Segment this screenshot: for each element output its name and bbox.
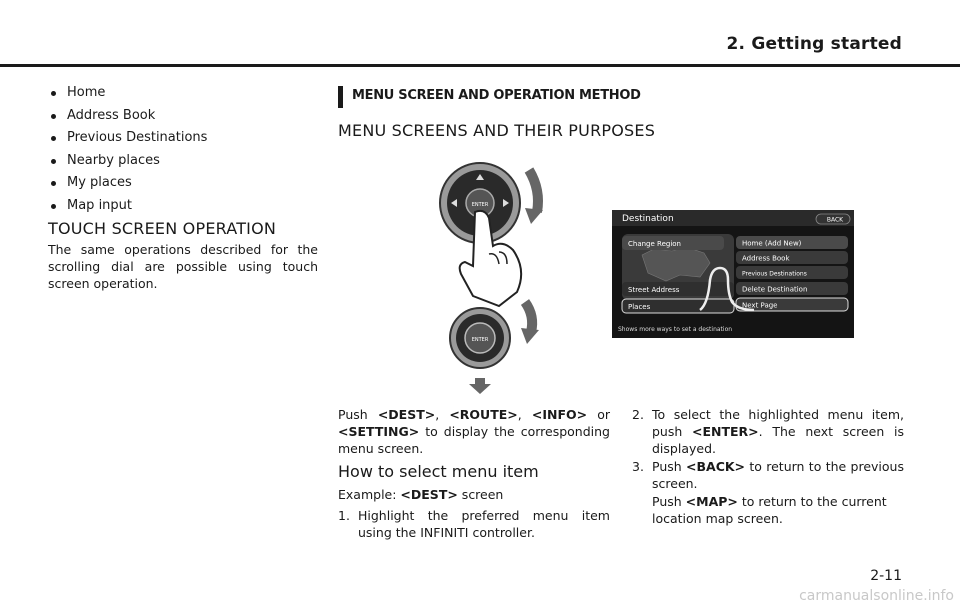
chapter-title: 2. Getting started — [726, 34, 902, 54]
section-marker — [338, 86, 343, 108]
watermark: carmanualsonline.info — [799, 588, 954, 604]
list-item: Previous Destinations — [48, 127, 207, 150]
step-2: 2. To select the highlighted menu item, push <ENTER>. The next screen is displayed. — [632, 407, 904, 456]
menu-item-home[interactable]: Home (Add New) — [742, 239, 802, 248]
bullet-icon — [51, 181, 56, 186]
list-item: My places — [48, 172, 207, 195]
setting-key: <SETTING> — [338, 424, 420, 439]
bullet-icon — [51, 91, 56, 96]
how-to-heading: How to select menu item — [338, 462, 539, 481]
bullet-icon — [51, 114, 56, 119]
step-1: 1. Highlight the preferred menu item using the INFINITI controller. — [338, 508, 610, 540]
info-key: <INFO> — [531, 407, 588, 422]
bullet-icon — [51, 204, 56, 209]
bullet-icon — [51, 136, 56, 141]
list-item: Nearby places — [48, 150, 207, 173]
menu-item-change-region[interactable]: Change Region — [628, 240, 681, 248]
list-item: Address Book — [48, 105, 207, 128]
menu-item-next-page[interactable]: Next Page — [742, 301, 778, 310]
step-3: 3. Push <BACK> to return to the previous screen. — [632, 459, 904, 491]
destination-screen — [612, 210, 854, 338]
touch-screen-paragraph: The same operations described for the scrolling dial are possible using touch screen operation. — [48, 242, 318, 291]
screen-title: Destination — [622, 214, 674, 224]
subsection-title: MENU SCREENS AND THEIR PURPOSES — [338, 121, 656, 140]
menu-item-address-book[interactable]: Address Book — [742, 254, 790, 263]
touch-screen-heading: TOUCH SCREEN OPERATION — [48, 219, 277, 238]
push-paragraph: Push <DEST>, <ROUTE>, <INFO> or <SETTING> to display the corresponding menu screen. — [338, 407, 611, 456]
header-rule — [0, 64, 960, 67]
svg-text:BACK: BACK — [826, 216, 844, 224]
menu-item-places[interactable]: Places — [628, 303, 651, 311]
dest-key: <DEST> — [377, 407, 436, 422]
controller-illustration — [415, 160, 565, 395]
bullet-list — [48, 82, 207, 218]
example-line: Example: <DEST> screen — [338, 487, 504, 502]
list-item: Map input — [48, 195, 207, 218]
page-number: 2-11 — [870, 568, 902, 584]
step-3-map-note: Push <MAP> to return to the current location map screen. — [652, 494, 887, 526]
bullet-icon — [51, 159, 56, 164]
screen-hint: Shows more ways to set a destination — [618, 326, 733, 333]
route-key: <ROUTE> — [449, 407, 518, 422]
menu-item-previous-destinations[interactable]: Previous Destinations — [742, 270, 807, 278]
enter-label: ENTER — [471, 202, 489, 208]
list-item: Home — [48, 82, 207, 105]
menu-item-delete-destination[interactable]: Delete Destination — [742, 285, 808, 294]
enter-label: ENTER — [471, 337, 489, 343]
menu-item-street-address[interactable]: Street Address — [628, 286, 680, 294]
section-title: MENU SCREEN AND OPERATION METHOD — [352, 88, 641, 103]
